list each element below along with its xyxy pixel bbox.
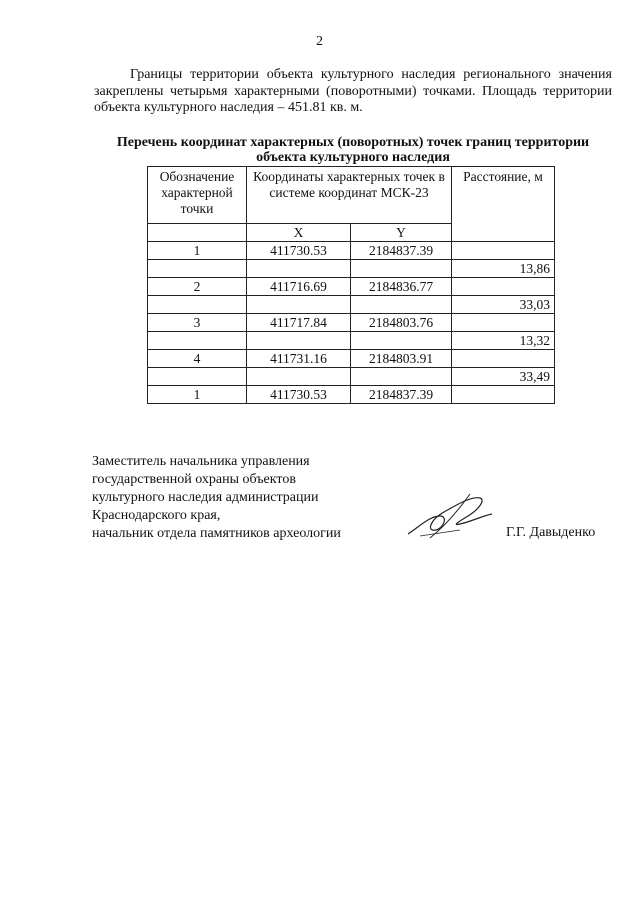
cell-y: 2184803.76 (351, 314, 452, 332)
cell-point (148, 332, 247, 350)
cell-x: 411730.53 (247, 386, 351, 404)
cell-distance: 33,49 (452, 368, 555, 386)
cell-point: 3 (148, 314, 247, 332)
signatory-line: государственной охраны объектов (92, 472, 296, 487)
cell-x (247, 260, 351, 278)
signatory-line: Заместитель начальника управления (92, 454, 310, 469)
table-row (148, 368, 555, 386)
cell-point: 2 (148, 278, 247, 296)
cell-point (148, 296, 247, 314)
cell-point: 4 (148, 350, 247, 368)
cell-distance (452, 242, 555, 260)
table-title: Перечень координат характерных (поворотных) точек границ территории объекта культурного наследия (116, 135, 590, 165)
cell-y: 2184837.39 (351, 386, 452, 404)
table-row (148, 260, 555, 278)
cell-x: 411730.53 (247, 242, 351, 260)
table-row (148, 386, 555, 404)
header-x: X (247, 224, 351, 242)
signatory-line: Краснодарского края, (92, 508, 221, 523)
table-row (148, 296, 555, 314)
cell-y (351, 332, 452, 350)
cell-y (351, 296, 452, 314)
cell-x (247, 368, 351, 386)
header-coords: Координаты характерных точек в системе координат МСК-23 (247, 167, 452, 224)
table-row (148, 332, 555, 350)
page-number: 2 (316, 34, 323, 49)
signatory-line: культурного наследия администрации (92, 490, 319, 505)
cell-y (351, 368, 452, 386)
cell-distance (452, 350, 555, 368)
intro-paragraph: Границы территории объекта культурного наследия регионального значения закреплены четырьмя характерными (поворотными) точками. Площадь территории объекта культурного наследия – 451.81 кв. м. (94, 67, 612, 115)
cell-distance (452, 278, 555, 296)
signer-name: Г.Г. Давыденко (506, 525, 596, 540)
coordinates-table (147, 166, 555, 404)
cell-x: 411731.16 (247, 350, 351, 368)
table-header-row (148, 167, 555, 224)
cell-distance (452, 386, 555, 404)
cell-x (247, 296, 351, 314)
table-row (148, 314, 555, 332)
cell-point: 1 (148, 242, 247, 260)
table-body (148, 242, 555, 404)
cell-x: 411717.84 (247, 314, 351, 332)
cell-distance (452, 314, 555, 332)
cell-y: 2184837.39 (351, 242, 452, 260)
cell-point: 1 (148, 386, 247, 404)
cell-point (148, 260, 247, 278)
cell-y (351, 260, 452, 278)
handwritten-signature (400, 486, 500, 546)
cell-distance: 13,32 (452, 332, 555, 350)
cell-point (148, 368, 247, 386)
table-row (148, 350, 555, 368)
signatory-line: начальник отдела памятников археологии (92, 526, 341, 541)
header-blank (148, 224, 247, 242)
header-distance: Расстояние, м (452, 167, 555, 242)
table-row (148, 278, 555, 296)
header-y: Y (351, 224, 452, 242)
cell-distance: 13,86 (452, 260, 555, 278)
signatory-block (92, 453, 341, 543)
cell-distance: 33,03 (452, 296, 555, 314)
cell-y: 2184803.91 (351, 350, 452, 368)
cell-x (247, 332, 351, 350)
header-point: Обозначение характерной точки (148, 167, 247, 224)
table-row (148, 242, 555, 260)
cell-x: 411716.69 (247, 278, 351, 296)
cell-y: 2184836.77 (351, 278, 452, 296)
